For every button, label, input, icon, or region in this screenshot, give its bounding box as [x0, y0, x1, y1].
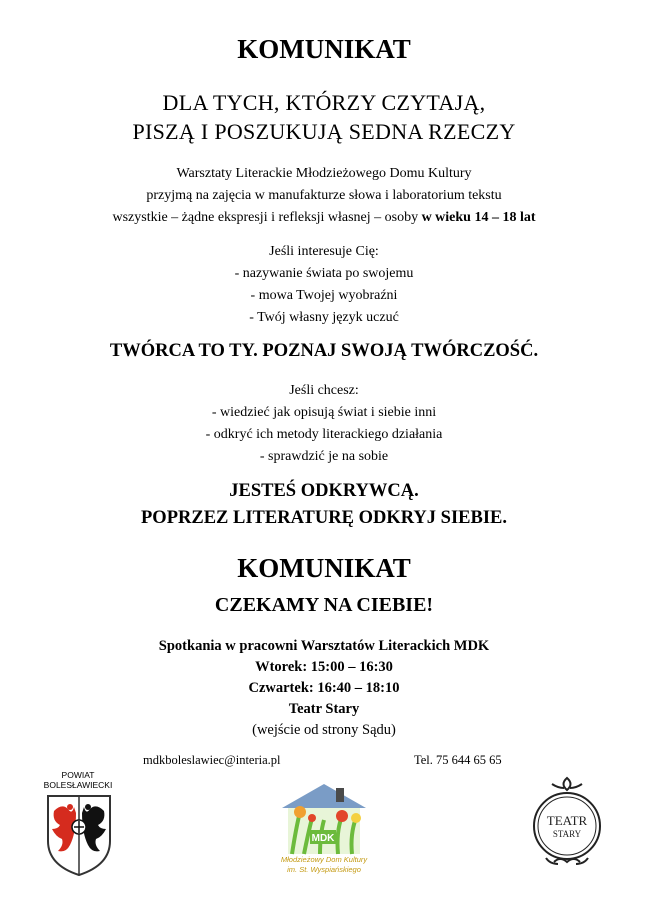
explorer-slogan-1: JESTEŚ ODKRYWCĄ. — [229, 481, 419, 501]
subtitle-line-2: PISZĄ I POSZUKUJĄ SEDNA RZECZY — [132, 119, 516, 144]
wishes-item: - wiedzieć jak opisują świat i siebie inni — [211, 405, 437, 420]
subtitle-line-1: DLA TYCH, KTÓRZY CZYTAJĄ, — [162, 90, 486, 115]
meeting-venue: Teatr Stary — [288, 701, 360, 717]
meeting-info — [0, 636, 648, 741]
main-title: KOMUNIKAT — [237, 34, 411, 64]
wishes-item: - sprawdzić je na sobie — [259, 449, 389, 464]
crest-label — [38, 770, 118, 790]
intro-line-3 — [0, 207, 648, 229]
interests-lead: Jeśli interesuje Cię: — [269, 244, 379, 259]
closing-subtitle: CZEKAMY NA CIEBIE! — [214, 594, 434, 616]
wishes-list — [0, 380, 648, 468]
interests-item: - nazywanie świata po swojemu — [234, 266, 414, 281]
interests-item: - mowa Twojej wyobraźni — [250, 288, 398, 303]
crest-label-line-2: BOLESŁAWIECKI — [43, 780, 113, 790]
wishes-lead: Jeśli chcesz: — [289, 383, 359, 398]
mdk-caption-line-1: Młodzieżowy Dom Kultury — [280, 855, 368, 864]
closing-title: KOMUNIKAT — [237, 553, 411, 583]
intro-text — [0, 163, 648, 229]
meeting-tuesday: Wtorek: 15:00 – 16:30 — [255, 659, 393, 675]
creator-slogan: TWÓRCA TO TY. POZNAJ SWOJĄ TWÓRCZOŚĆ. — [109, 341, 539, 361]
teatr-logo-line-1: TEATR — [546, 813, 588, 828]
interests-item: - Twój własny język uczuć — [249, 310, 399, 325]
teatr-stary-logo-icon — [528, 776, 606, 868]
explorer-slogan-2: POPRZEZ LITERATURĘ ODKRYJ SIEBIE. — [141, 508, 507, 528]
powiat-crest-icon — [44, 793, 114, 877]
intro-line-1: Warsztaty Literackie Młodzieżowego Domu Kultury — [176, 166, 472, 181]
contact-phone: Tel. 75 644 65 65 — [414, 753, 502, 767]
teatr-logo-line-2: STARY — [552, 829, 582, 839]
mdk-caption — [268, 855, 380, 875]
mdk-logo-icon — [276, 778, 372, 856]
meeting-entrance: (wejście od strony Sądu) — [252, 722, 396, 738]
meeting-thursday: Czwartek: 16:40 – 18:10 — [248, 680, 400, 696]
mdk-logo-text: MDK — [311, 833, 335, 844]
age-range: w wieku 14 – 18 lat — [421, 210, 536, 225]
meeting-place: Spotkania w pracowni Warsztatów Literackich MDK — [158, 638, 490, 654]
mdk-caption-line-2: im. St. Wyspiańskiego — [287, 865, 361, 874]
contact-email[interactable]: mdkboleslawiec@interia.pl — [143, 753, 281, 767]
intro-line-2: przyjmą na zajęcia w manufakturze słowa i laboratorium tekstu — [146, 188, 502, 203]
interests-list — [0, 241, 648, 329]
crest-label-line-1: POWIAT — [61, 770, 95, 780]
intro-line-3-plain: wszystkie – żądne ekspresji i refleksji własnej – osoby — [112, 210, 422, 225]
wishes-item: - odkryć ich metody literackiego działania — [205, 427, 443, 442]
